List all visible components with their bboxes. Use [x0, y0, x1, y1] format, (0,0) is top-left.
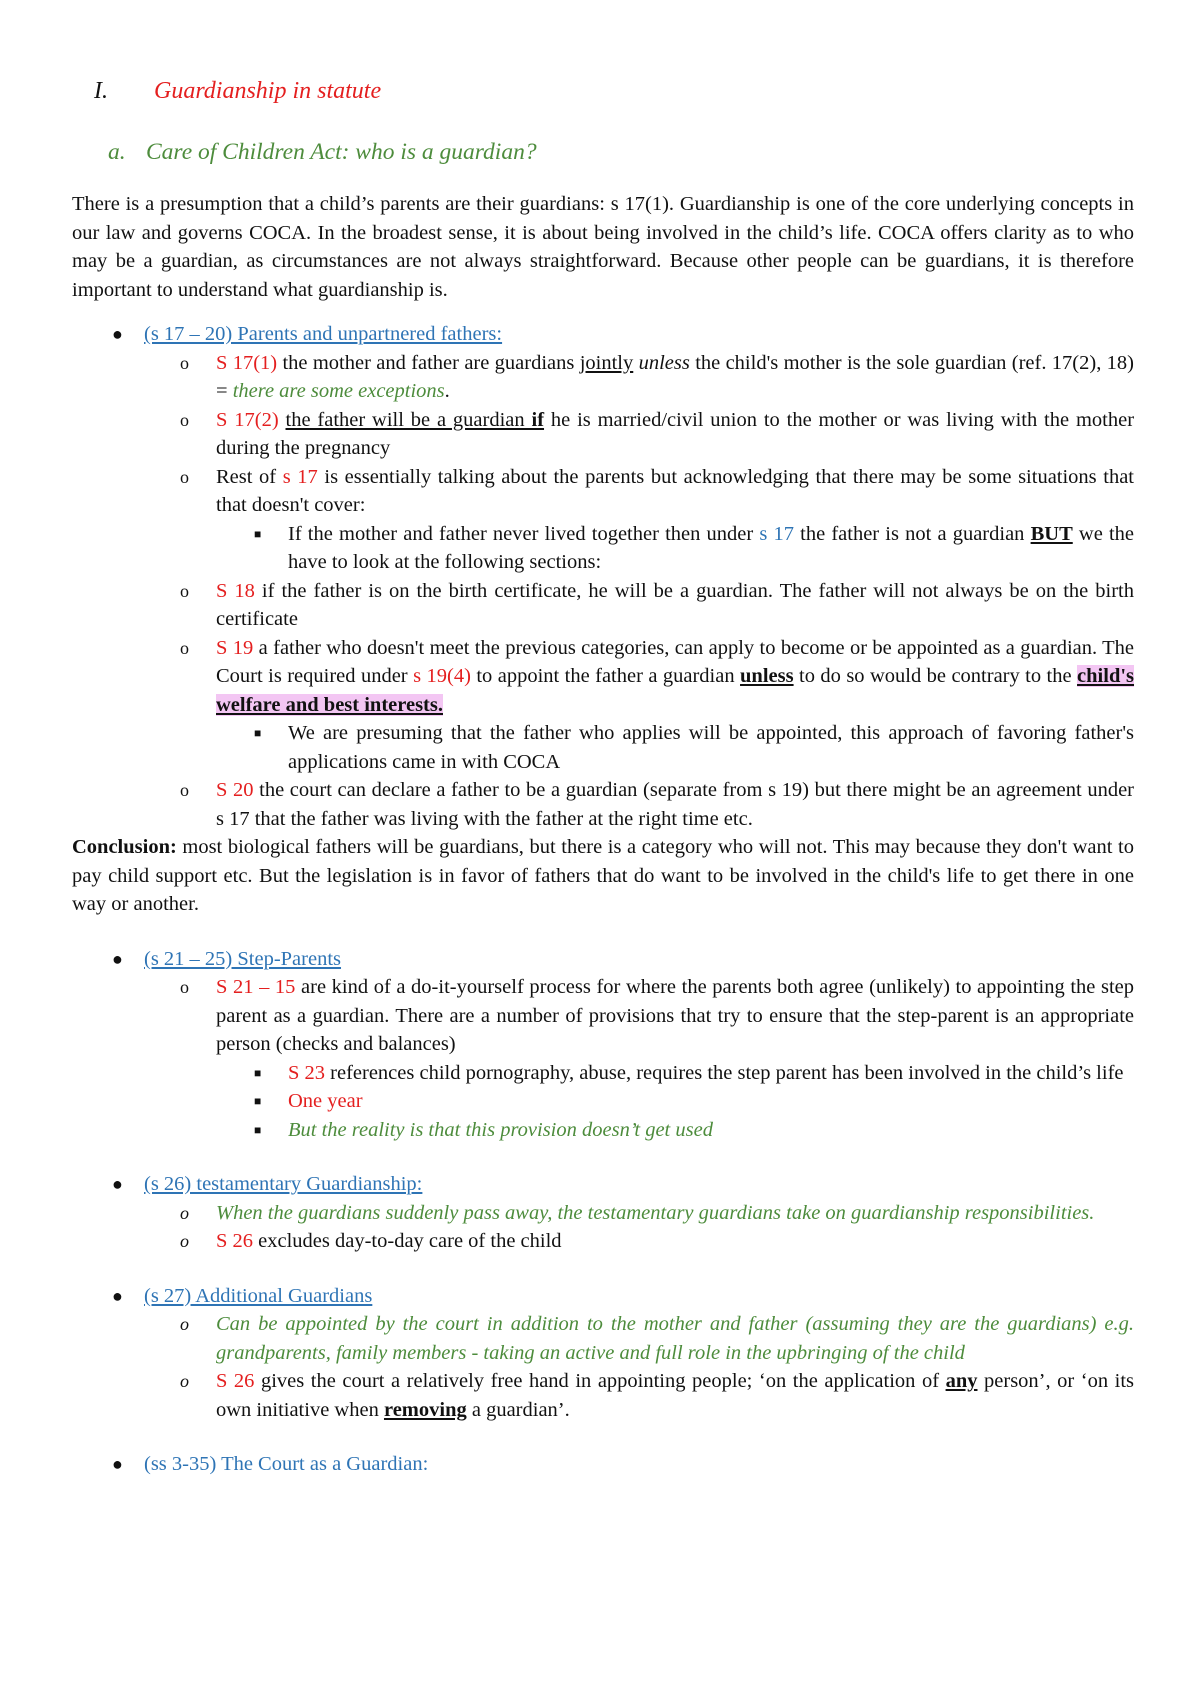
document-page — [72, 70, 1134, 1479]
bullet-circle-icon: o — [180, 409, 189, 430]
list-item — [180, 1199, 1134, 1228]
text: If the mother and father never lived together then under — [288, 522, 760, 545]
list-item — [254, 719, 1134, 776]
list-item — [72, 1170, 1134, 1256]
bullet-circle-icon: o — [180, 977, 189, 997]
list-item — [180, 1310, 1134, 1367]
bullet-square-icon: ■ — [254, 1094, 262, 1108]
bullet-circle-icon: o — [180, 580, 189, 601]
text-italic: unless — [638, 351, 690, 374]
text-red: One year — [288, 1090, 363, 1112]
list-item — [72, 1282, 1134, 1425]
text: he is married/civil union to the mother or was living with the mother during the pregnancy — [216, 408, 1135, 459]
bullet-square-icon: ■ — [254, 1065, 262, 1080]
note-green: But the reality is that this provision doesn’t get used — [288, 1118, 713, 1141]
section-court-guardian — [72, 1450, 1134, 1479]
text: We are presuming that the father who applies will be appointed, this approach of favoring father's applications came in with COCA — [288, 722, 1134, 773]
list-item — [180, 776, 1134, 833]
bullet-circle-icon: o — [180, 1202, 189, 1223]
section-title: (s 21 – 25) Step-Parents — [144, 947, 342, 970]
text: Rest of — [216, 465, 283, 488]
list-item — [180, 577, 1134, 634]
heading-title: Care of Children Act: who is a guardian? — [146, 138, 537, 165]
bullet-square-icon: ■ — [254, 526, 262, 541]
text: the child's mother is the sole guardian (ref. 17(2), 18) = — [216, 351, 1134, 402]
section-ref: S 26 — [216, 1370, 255, 1392]
text-underlined: jointly — [579, 351, 634, 374]
text: person’, or ‘on its own initiative when — [216, 1370, 1134, 1421]
section-ref: S 23 — [288, 1061, 326, 1084]
bullet-circle-icon: o — [180, 637, 189, 658]
text: we the have to look at the following sections: — [288, 522, 1135, 573]
bullet-square-icon: ■ — [254, 726, 262, 740]
section-ref: s 19(4) — [413, 665, 471, 687]
text: if the father is on the birth certificate, he will be a guardian. The father will not always be on the birth certificate — [216, 579, 1134, 630]
text-bold-underlined: unless — [740, 665, 794, 687]
text-bold-underlined: removing — [383, 1398, 467, 1421]
text-bold-underlined: any — [945, 1370, 978, 1392]
bullet-circle-icon: o — [180, 352, 189, 373]
list-item — [72, 1450, 1134, 1479]
section-parents — [72, 320, 1134, 833]
bullet-circle-icon: o — [180, 466, 189, 487]
text: the court can declare a father to be a guardian (separate from s 19) but there might be an agreement under s 17 that the father was living with the father at the right time etc. — [216, 779, 1134, 830]
text: the father is not a guardian — [793, 522, 1031, 545]
note-green: Can be appointed by the court in addition to the mother and father (assuming they are the guardians) e.g. grandparents, family members - taking an active and full role in the upbringing of the child — [216, 1313, 1134, 1364]
intro-paragraph: There is a presumption that a child’s parents are their guardians: s 17(1). Guardianship is one of the core underlying concepts in our law and governs COCA. In the broadest sense, it is about being involved in the child’s life. COCA offers clarity as to who may be a guardian, as circumstances are not always straightforward. Because other people can be guardians, it is therefore important to understand what guardianship is. — [72, 193, 1134, 301]
bullet-disc-icon: ● — [112, 324, 123, 344]
section-ref: s 17 — [759, 522, 794, 545]
section-title: (s 27) Additional Guardians — [144, 1284, 373, 1307]
bullet-circle-icon: o — [180, 1371, 189, 1391]
heading-level-2 — [108, 132, 1134, 172]
bullet-disc-icon: ● — [112, 1285, 123, 1306]
heading-level-1 — [94, 70, 1134, 112]
text: is essentially talking about the parents but acknowledging that there may be some situations that that doesn't cover: — [216, 465, 1134, 516]
section-ref: S 19 — [216, 636, 254, 659]
text-bold-underlined: if — [531, 408, 545, 431]
section-title: (ss 3-35) The Court as a Guardian: — [144, 1453, 429, 1475]
text-underlined: the father will be a guardian — [285, 408, 532, 431]
bullet-disc-icon: ● — [112, 1174, 123, 1194]
list-item — [72, 945, 1134, 1145]
text: to appoint the father a guardian — [470, 665, 741, 687]
list-item — [72, 320, 1134, 833]
list-item — [254, 1059, 1134, 1088]
conclusion-label: Conclusion: — [72, 836, 177, 858]
list-item — [180, 463, 1135, 577]
text-bold-underlined: BUT — [1030, 522, 1073, 545]
section-ref: S 21 – 15 — [216, 976, 296, 998]
list-item — [254, 1087, 1134, 1116]
list-item — [180, 349, 1134, 406]
text: gives the court a relatively free hand in appointing people; ‘on the application of — [254, 1370, 946, 1392]
conclusion-text: most biological fathers will be guardians, but there is a category who will not. This may because they don't want to pay child support etc. But the legislation is in favor of fathers that do want to be involved in the child's life to get there in one way or another. — [72, 836, 1134, 915]
list-item — [180, 1227, 1134, 1256]
bullet-square-icon: ■ — [254, 1122, 262, 1137]
list-item — [180, 634, 1135, 777]
heading-number: I. — [94, 77, 108, 104]
list-item — [180, 1367, 1134, 1424]
section-ref: S 18 — [216, 579, 255, 602]
text: references child pornography, abuse, requires the step parent has been involved in the child’s life — [325, 1061, 1124, 1084]
list-item — [180, 406, 1135, 463]
text: a guardian’. — [466, 1398, 570, 1421]
text: excludes day-to-day care of the child — [253, 1230, 562, 1252]
bullet-disc-icon: ● — [112, 948, 123, 969]
text: to do so would be contrary to the — [793, 665, 1078, 687]
list-item — [180, 973, 1134, 1144]
section-ref: S 26 — [216, 1230, 254, 1252]
text: are kind of a do-it-yourself process for where the parents both agree (unlikely) to appointing the step parent as a guardian. There are a number of provisions that try to ensure that the step-parent is an appropriate person (checks and balances) — [216, 976, 1134, 1055]
heading-title: Guardianship in statute — [154, 77, 382, 104]
text: a father who doesn't meet the previous categories, can apply to become or be appointed as a guardian. The Court is required under — [216, 636, 1134, 687]
section-ref: S 17(1) — [216, 351, 278, 374]
section-testamentary — [72, 1170, 1134, 1256]
section-title: (s 17 – 20) Parents and unpartnered fathers: — [144, 323, 503, 345]
text: . — [444, 380, 450, 402]
section-step-parents — [72, 945, 1134, 1145]
bullet-circle-icon: o — [180, 1314, 189, 1334]
text: the mother and father are guardians — [277, 351, 580, 374]
section-ref: S 20 — [216, 779, 254, 801]
note-green: When the guardians suddenly pass away, the testamentary guardians take on guardianship responsibilities. — [216, 1201, 1095, 1224]
bullet-circle-icon: o — [180, 780, 189, 800]
section-ref: s 17 — [282, 465, 318, 488]
section-title: (s 26) testamentary Guardianship: — [144, 1173, 423, 1195]
note-green: there are some exceptions — [232, 380, 445, 402]
list-item — [254, 1116, 1134, 1145]
section-additional-guardians — [72, 1282, 1134, 1425]
highlighted-text: child's welfare and best interests. — [216, 665, 1135, 716]
heading-number: a. — [108, 138, 126, 165]
conclusion-paragraph — [72, 833, 1134, 919]
bullet-disc-icon: ● — [112, 1454, 123, 1474]
bullet-circle-icon: o — [180, 1231, 189, 1251]
section-ref: S 17(2) — [216, 408, 279, 431]
list-item — [254, 520, 1135, 577]
